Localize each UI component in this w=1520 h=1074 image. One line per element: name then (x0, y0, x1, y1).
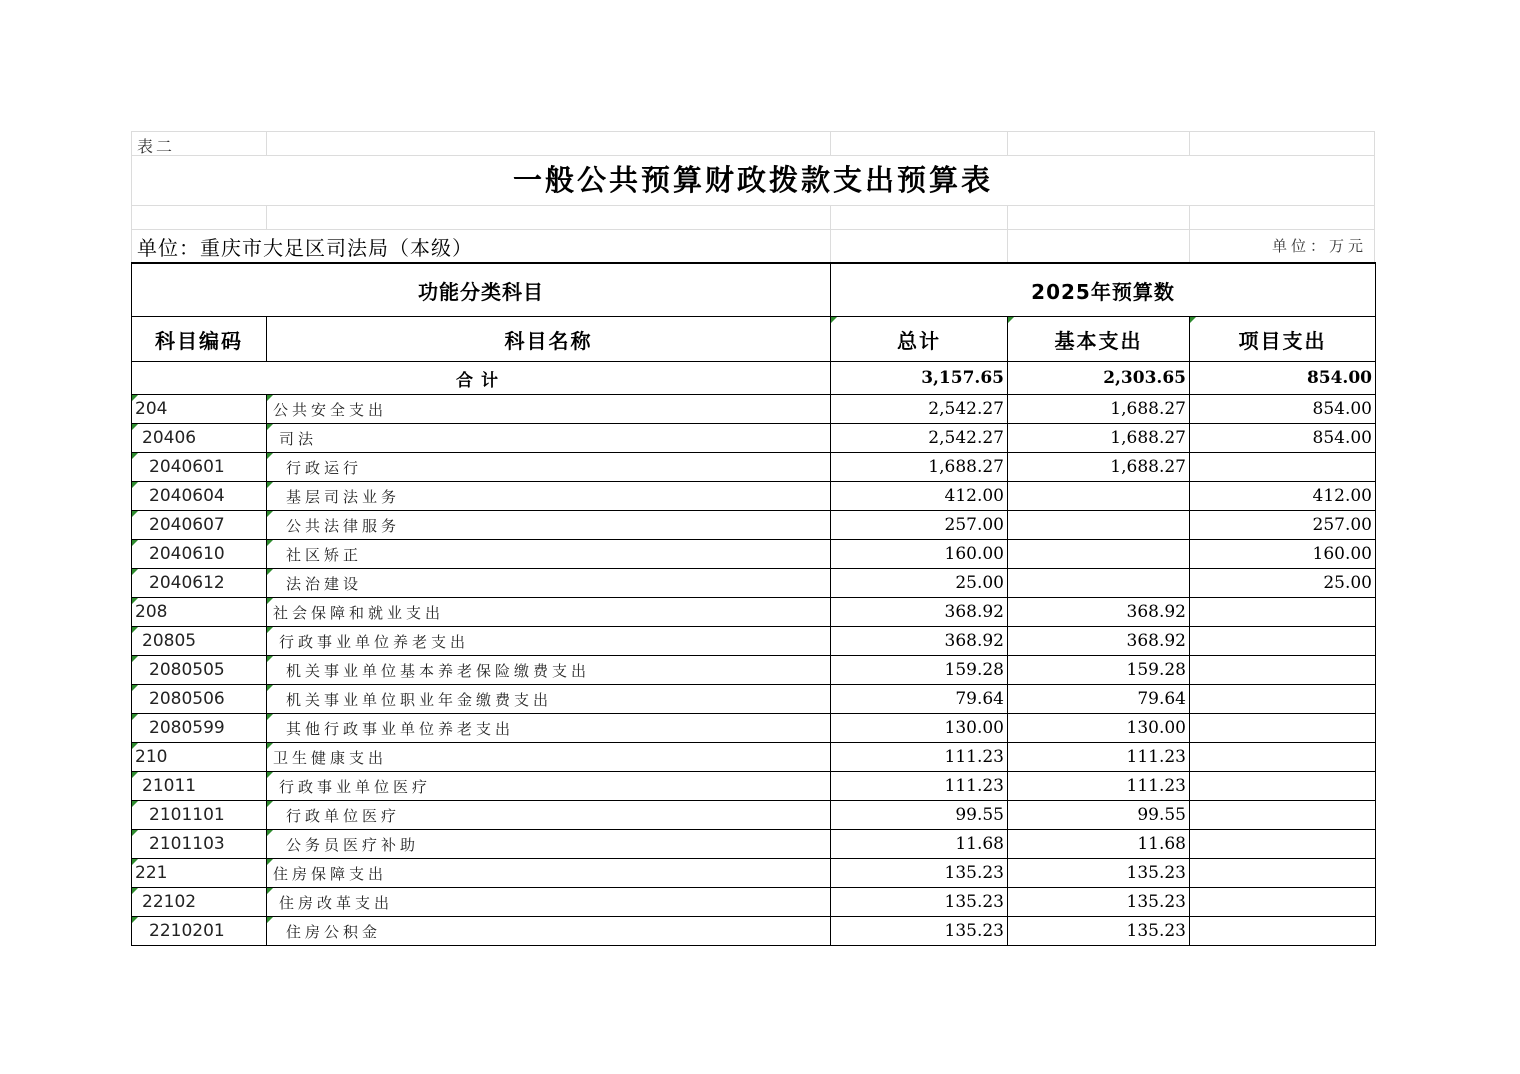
table-row (132, 598, 1376, 627)
table-row (132, 772, 1376, 801)
row-code: 210 (132, 743, 267, 772)
row-basic: 79.64 (1008, 685, 1190, 714)
table-row (132, 482, 1376, 511)
table-row (132, 743, 1376, 772)
row-name: 住房改革支出 (267, 888, 831, 917)
row-code: 2040607 (132, 511, 267, 540)
row-total: 412.00 (831, 482, 1008, 511)
basic-sum: 2,303.65 (1008, 362, 1190, 395)
row-code: 20805 (132, 627, 267, 656)
row-total: 368.92 (831, 627, 1008, 656)
row-total: 79.64 (831, 685, 1008, 714)
row-name: 公共法律服务 (267, 511, 831, 540)
row-basic: 368.92 (1008, 627, 1190, 656)
row-code: 2101101 (132, 801, 267, 830)
row-project (1190, 743, 1376, 772)
row-name: 机关事业单位基本养老保险缴费支出 (267, 656, 831, 685)
row-project (1190, 859, 1376, 888)
row-project (1190, 714, 1376, 743)
row-total: 111.23 (831, 743, 1008, 772)
sheet-header (131, 131, 1375, 262)
row-basic (1008, 569, 1190, 598)
row-code: 2101103 (132, 830, 267, 859)
row-project (1190, 598, 1376, 627)
row-basic: 135.23 (1008, 888, 1190, 917)
row-name: 住房保障支出 (267, 859, 831, 888)
row-name: 公务员医疗补助 (267, 830, 831, 859)
row-basic: 135.23 (1008, 859, 1190, 888)
table-row (132, 801, 1376, 830)
row-basic (1008, 511, 1190, 540)
table-row (132, 540, 1376, 569)
row-code: 2210201 (132, 917, 267, 946)
row-total: 135.23 (831, 917, 1008, 946)
table-row (132, 656, 1376, 685)
row-name: 行政事业单位养老支出 (267, 627, 831, 656)
row-name: 行政事业单位医疗 (267, 772, 831, 801)
row-name: 社区矫正 (267, 540, 831, 569)
row-total: 368.92 (831, 598, 1008, 627)
row-project: 412.00 (1190, 482, 1376, 511)
row-code: 2080505 (132, 656, 267, 685)
row-basic: 11.68 (1008, 830, 1190, 859)
row-code: 2080599 (132, 714, 267, 743)
row-name: 司法 (267, 424, 831, 453)
row-total: 2,542.27 (831, 424, 1008, 453)
table-row (132, 888, 1376, 917)
table-row (132, 453, 1376, 482)
row-code: 2040612 (132, 569, 267, 598)
table-row (132, 685, 1376, 714)
row-total: 2,542.27 (831, 395, 1008, 424)
row-project (1190, 772, 1376, 801)
row-project: 25.00 (1190, 569, 1376, 598)
row-project (1190, 656, 1376, 685)
row-basic: 111.23 (1008, 772, 1190, 801)
table-row (132, 859, 1376, 888)
row-total: 160.00 (831, 540, 1008, 569)
row-basic (1008, 482, 1190, 511)
name-column-header: 科目名称 (267, 317, 831, 362)
row-total: 130.00 (831, 714, 1008, 743)
row-basic: 1,688.27 (1008, 453, 1190, 482)
row-code: 221 (132, 859, 267, 888)
row-code: 21011 (132, 772, 267, 801)
row-project: 854.00 (1190, 395, 1376, 424)
row-name: 机关事业单位职业年金缴费支出 (267, 685, 831, 714)
row-total: 11.68 (831, 830, 1008, 859)
row-project (1190, 453, 1376, 482)
row-code: 2080506 (132, 685, 267, 714)
unit-organization: 单位：重庆市大足区司法局（本级） (137, 236, 473, 260)
table-row (132, 424, 1376, 453)
header-row-group (132, 263, 1376, 317)
row-code: 2040601 (132, 453, 267, 482)
row-basic: 135.23 (1008, 917, 1190, 946)
row-basic (1008, 540, 1190, 569)
row-project (1190, 830, 1376, 859)
row-name: 住房公积金 (267, 917, 831, 946)
table-row (132, 917, 1376, 946)
row-project (1190, 685, 1376, 714)
total-row (132, 362, 1376, 395)
table-row (132, 830, 1376, 859)
row-name: 其他行政事业单位养老支出 (267, 714, 831, 743)
table-row (132, 511, 1376, 540)
row-code: 2040604 (132, 482, 267, 511)
project-sum: 854.00 (1190, 362, 1376, 395)
budget-sheet (131, 131, 1375, 946)
budget-year-header: 2025年预算数 (831, 263, 1376, 317)
table-row (132, 569, 1376, 598)
row-total: 159.28 (831, 656, 1008, 685)
row-code: 2040610 (132, 540, 267, 569)
row-total: 25.00 (831, 569, 1008, 598)
row-basic: 130.00 (1008, 714, 1190, 743)
table-row (132, 714, 1376, 743)
row-project: 257.00 (1190, 511, 1376, 540)
total-sum: 3,157.65 (831, 362, 1008, 395)
row-code: 22102 (132, 888, 267, 917)
row-code: 204 (132, 395, 267, 424)
row-total: 1,688.27 (831, 453, 1008, 482)
row-project: 160.00 (1190, 540, 1376, 569)
row-code: 208 (132, 598, 267, 627)
row-project (1190, 917, 1376, 946)
row-basic: 159.28 (1008, 656, 1190, 685)
total-label: 合计 (132, 362, 831, 395)
row-total: 257.00 (831, 511, 1008, 540)
row-basic: 99.55 (1008, 801, 1190, 830)
row-project: 854.00 (1190, 424, 1376, 453)
table-row (132, 395, 1376, 424)
row-name: 法治建设 (267, 569, 831, 598)
row-project (1190, 801, 1376, 830)
row-project (1190, 888, 1376, 917)
row-basic: 111.23 (1008, 743, 1190, 772)
row-basic: 1,688.27 (1008, 424, 1190, 453)
header-row-columns (132, 317, 1376, 362)
unit-of-measure: 单位：万元 (1271, 237, 1367, 255)
table-row (132, 627, 1376, 656)
row-total: 135.23 (831, 888, 1008, 917)
total-column-header: 总计 (831, 317, 1008, 362)
basic-column-header: 基本支出 (1008, 317, 1190, 362)
code-column-header: 科目编码 (132, 317, 267, 362)
row-project (1190, 627, 1376, 656)
page-title: 一般公共预算财政拨款支出预算表 (512, 163, 993, 197)
row-basic: 1,688.27 (1008, 395, 1190, 424)
row-name: 公共安全支出 (267, 395, 831, 424)
budget-table (131, 262, 1376, 946)
row-code: 20406 (132, 424, 267, 453)
row-name: 行政单位医疗 (267, 801, 831, 830)
row-name: 卫生健康支出 (267, 743, 831, 772)
functional-classification-header: 功能分类科目 (132, 263, 831, 317)
row-total: 99.55 (831, 801, 1008, 830)
table-label: 表二 (137, 137, 176, 156)
row-total: 135.23 (831, 859, 1008, 888)
project-column-header: 项目支出 (1190, 317, 1376, 362)
row-name: 行政运行 (267, 453, 831, 482)
row-total: 111.23 (831, 772, 1008, 801)
row-basic: 368.92 (1008, 598, 1190, 627)
row-name: 社会保障和就业支出 (267, 598, 831, 627)
row-name: 基层司法业务 (267, 482, 831, 511)
